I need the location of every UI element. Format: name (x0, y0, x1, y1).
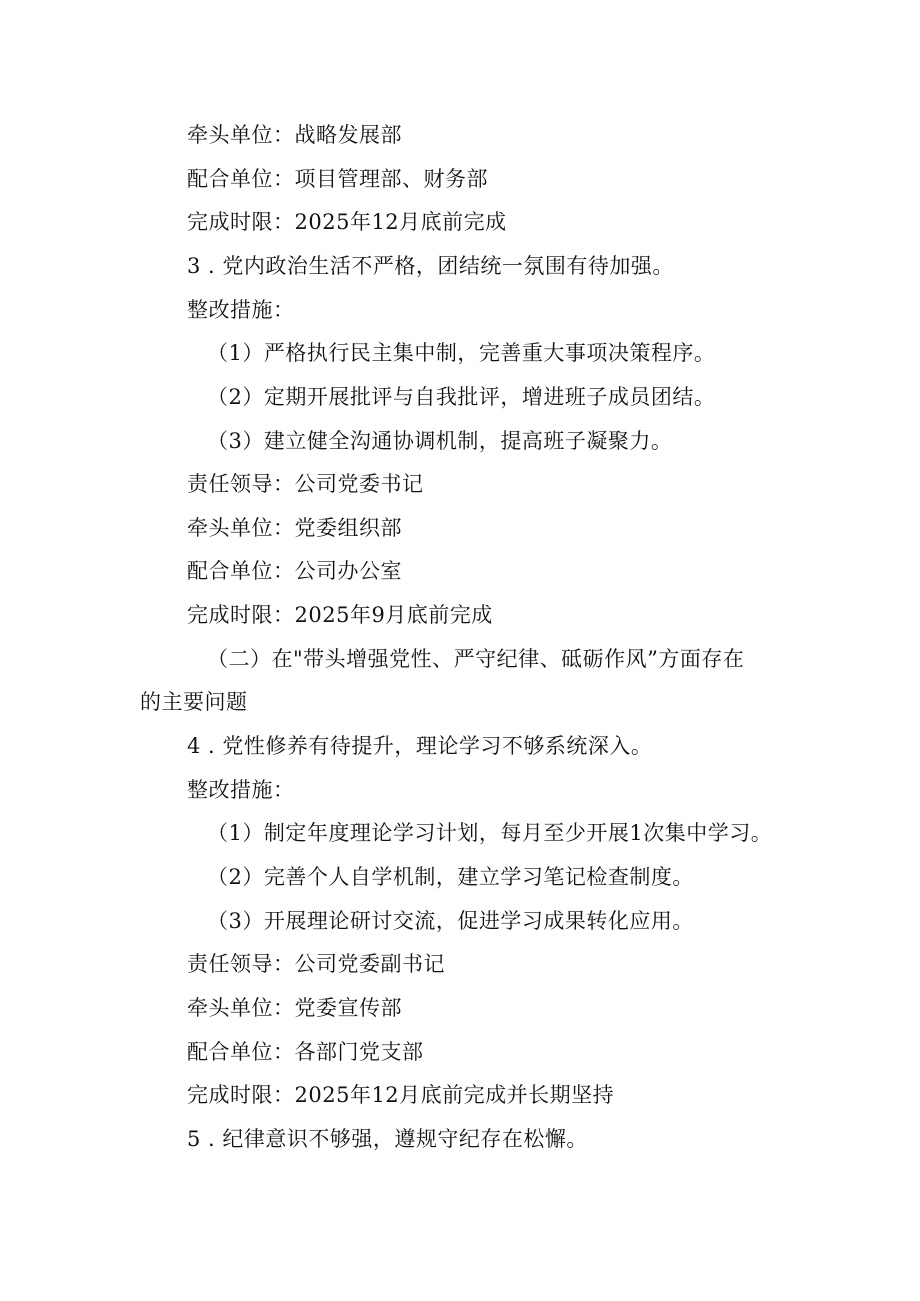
measure-item: （3）建立健全沟通协调机制，提高班子凝聚力。 (207, 429, 673, 453)
responsible-leader-line: 责任领导：公司党委书记 (187, 472, 424, 496)
measure-item: （1）制定年度理论学习计划，每月至少开展1次集中学习。 (207, 821, 773, 845)
section-heading-continued: 的主要问题 (140, 690, 248, 714)
problem-4-heading: 4 . 党性修养有待提升，理论学习不够系统深入。 (187, 734, 653, 758)
cooperating-unit-line: 配合单位：项目管理部、财务部 (187, 167, 488, 191)
measures-label: 整改措施： (187, 778, 295, 802)
deadline-line: 完成时限：2025年12月底前完成 (187, 210, 507, 234)
lead-unit-line: 牵头单位：党委宣传部 (187, 996, 402, 1020)
deadline-line: 完成时限：2025年12月底前完成并长期坚持 (187, 1083, 615, 1107)
measure-item: （3）开展理论研讨交流，促进学习成果转化应用。 (207, 909, 694, 933)
measure-item: （2）完善个人自学机制，建立学习笔记检查制度。 (207, 865, 694, 889)
problem-5-heading: 5 . 纪律意识不够强，遵规守纪存在松懈。 (187, 1127, 588, 1151)
measures-label: 整改措施： (187, 298, 295, 322)
lead-unit-line: 牵头单位：战略发展部 (187, 123, 402, 147)
deadline-line: 完成时限：2025年9月底前完成 (187, 603, 493, 627)
measure-item: （1）严格执行民主集中制，完善重大事项决策程序。 (207, 341, 716, 365)
measure-item: （2）定期开展批评与自我批评，增进班子成员团结。 (207, 385, 716, 409)
cooperating-unit-line: 配合单位：公司办公室 (187, 559, 402, 583)
responsible-leader-line: 责任领导：公司党委副书记 (187, 952, 445, 976)
problem-3-heading: 3 . 党内政治生活不严格，团结统一氛围有待加强。 (187, 254, 674, 278)
lead-unit-line: 牵头单位：党委组织部 (187, 516, 402, 540)
section-heading: （二）在"带头增强党性、严守纪律、砥砺作风”方面存在 (207, 647, 745, 671)
cooperating-unit-line: 配合单位：各部门党支部 (187, 1040, 424, 1064)
